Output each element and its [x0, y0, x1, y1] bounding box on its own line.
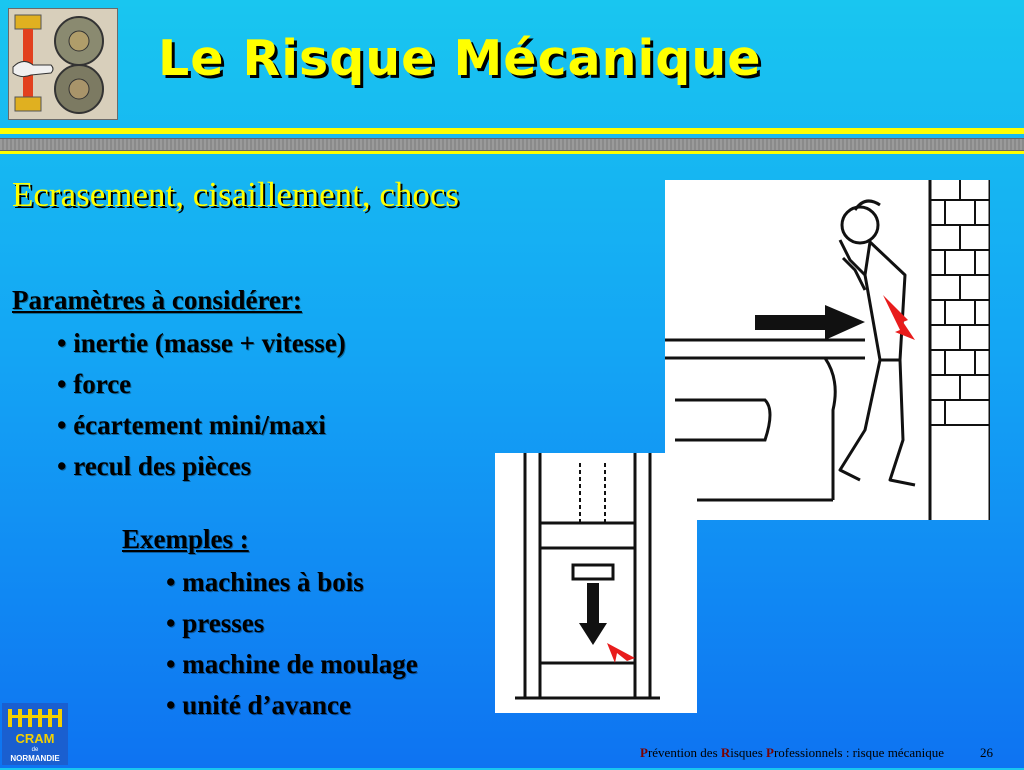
title-rule-yellow-bottom — [0, 151, 1024, 154]
top-logo-gears-icon — [8, 8, 118, 120]
section-subtitle: Ecrasement, cisaillement, chocs — [12, 175, 460, 214]
list-item: • force — [57, 369, 132, 399]
list-item: • inertie (masse + vitesse) — [57, 328, 346, 358]
parameters-heading: Paramètres à considérer: — [12, 285, 302, 315]
page-number: 26 — [980, 745, 993, 760]
examples-heading: Exemples : — [122, 524, 249, 554]
logo-cram-text: CRAM — [15, 731, 55, 746]
list-item: • recul des pièces — [57, 451, 252, 481]
list-item: • unité d’avance — [166, 690, 351, 720]
list-item: • machine de moulage — [166, 649, 418, 679]
list-item: • écartement mini/maxi — [57, 410, 326, 440]
cram-normandie-logo — [2, 703, 68, 765]
title-rule-grey — [0, 138, 1024, 151]
parameters-list — [57, 323, 346, 487]
list-item: • machines à bois — [166, 567, 364, 597]
logo-region-text: NORMANDIE — [10, 754, 60, 763]
press-illustration — [495, 453, 697, 713]
man-crushed-illustration — [665, 180, 990, 520]
examples-list — [166, 562, 418, 726]
footer-caption: Prévention des Risques Professionnels : risque mécanique — [640, 745, 945, 760]
page-title: Le Risque Mécanique — [158, 30, 762, 87]
list-item: • presses — [166, 608, 265, 638]
logo-de-text: de — [31, 747, 39, 753]
title-rule-yellow — [0, 128, 1024, 134]
